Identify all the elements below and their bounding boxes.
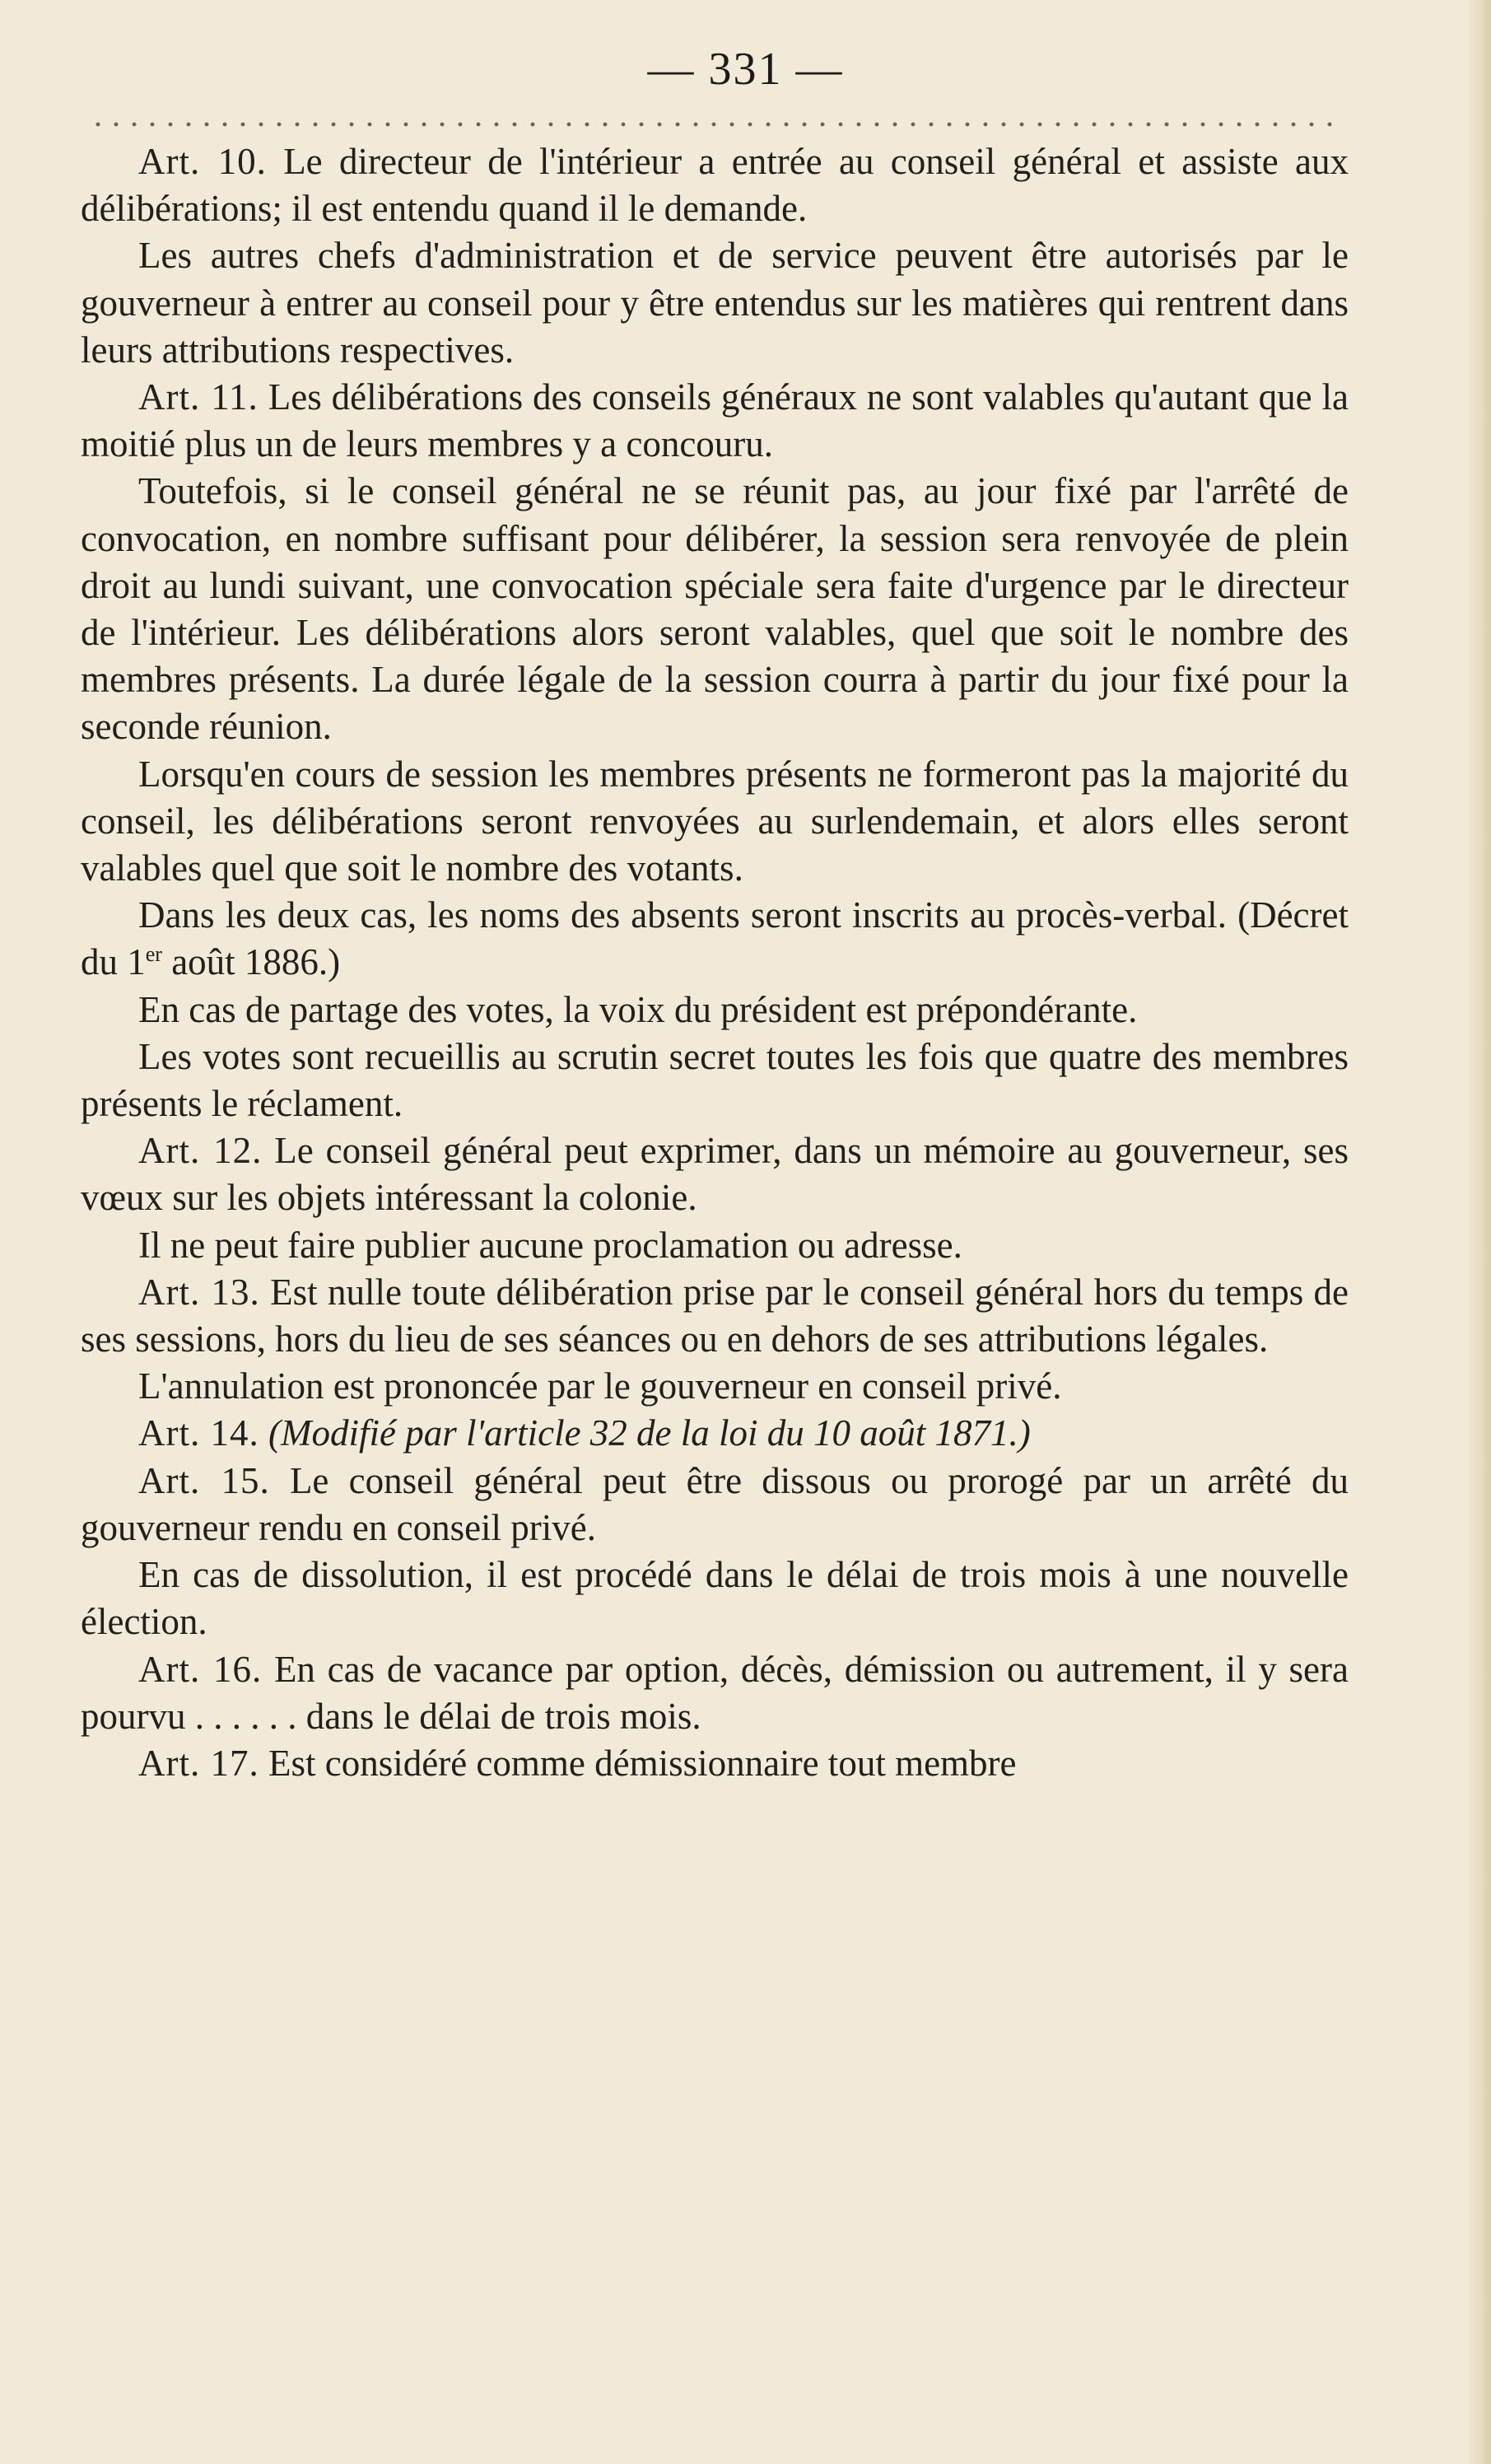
paragraph-art-13 bbox=[81, 1269, 1349, 1363]
paragraph-art-10 bbox=[81, 138, 1349, 232]
article-number: Art. 15. bbox=[138, 1459, 270, 1501]
paragraph-text: L'annulation est prononcée par le gouverneur en conseil privé. bbox=[138, 1365, 1062, 1407]
paragraph-italic-text: (Modifié par l'article 32 de la loi du 10 août 1871.) bbox=[259, 1412, 1031, 1454]
paragraph-text: août 1886.) bbox=[161, 941, 341, 983]
body-text bbox=[81, 138, 1349, 1787]
article-number: Art. 13. bbox=[138, 1271, 260, 1313]
page-number: — 331 — bbox=[647, 44, 844, 95]
paragraph-text: Le conseil général peut exprimer, dans un mémoire au gouverneur, ses vœux sur les objets intéressant la colonie. bbox=[81, 1130, 1349, 1219]
article-number: Art. 12. bbox=[138, 1130, 263, 1172]
paragraph-text: Les autres chefs d'administration et de service peuvent être autorisés par le gouverneur à entrer au conseil pour y être entendus sur les matières qui rentrent dans leurs attributions respectives. bbox=[81, 235, 1349, 371]
paragraph-text: En cas de partage des votes, la voix du président est prépondérante. bbox=[138, 988, 1138, 1030]
article-number: Art. 10. bbox=[138, 141, 267, 182]
article-number: Art. 17. bbox=[138, 1742, 259, 1784]
paragraph-text: Est nulle toute délibération prise par le conseil général hors du temps de ses sessions, hors du lieu de ses séances ou en dehors de ses attributions légales. bbox=[81, 1271, 1349, 1360]
paragraph bbox=[81, 1034, 1349, 1127]
article-number: Art. 16. bbox=[138, 1648, 263, 1690]
paragraph bbox=[81, 232, 1349, 374]
paragraph-art-17 bbox=[81, 1740, 1349, 1787]
paragraph bbox=[81, 1552, 1349, 1645]
paragraph-text: En cas de dissolution, il est procédé dans le délai de trois mois à une nouvelle élection. bbox=[81, 1554, 1349, 1643]
paragraph bbox=[81, 987, 1349, 1034]
article-number: Art. 11. bbox=[138, 376, 259, 418]
paragraph-art-15 bbox=[81, 1458, 1349, 1552]
dotted-separator bbox=[89, 122, 1340, 127]
paragraph bbox=[81, 892, 1349, 986]
paragraph-text: Les votes sont recueillis au scrutin secret toutes les fois que quatre des membres présents le réclament. bbox=[81, 1035, 1349, 1125]
paragraph bbox=[81, 1222, 1349, 1269]
paragraph-art-14 bbox=[81, 1410, 1349, 1457]
page-edge-shadow bbox=[1468, 0, 1491, 2464]
paragraph bbox=[81, 468, 1349, 750]
paragraph-art-11 bbox=[81, 374, 1349, 468]
paragraph-text: Dans les deux cas, les noms des absents seront inscrits au procès-verbal. (Décret du 1 bbox=[81, 894, 1349, 983]
paragraph-text: Le conseil général peut être dissous ou prorogé par un arrêté du gouverneur rendu en conseil privé. bbox=[81, 1459, 1349, 1548]
paragraph bbox=[81, 751, 1349, 893]
paragraph-art-16 bbox=[81, 1646, 1349, 1740]
superscript: er bbox=[145, 942, 162, 967]
paragraph-text: En cas de vacance par option, décès, démission ou autrement, il y sera pourvu . . . . . . dans le délai de trois mois. bbox=[81, 1648, 1349, 1737]
paragraph-text: Il ne peut faire publier aucune proclamation ou adresse. bbox=[138, 1224, 962, 1266]
paragraph bbox=[81, 1363, 1349, 1410]
paragraph-text: Lorsqu'en cours de session les membres présents ne formeront pas la majorité du conseil, les délibérations seront renvoyées au surlendemain, et alors elles seront valables quel que soit le nombre des votants. bbox=[81, 753, 1349, 889]
paragraph-text: Le directeur de l'intérieur a entrée au conseil général et assiste aux délibérations; il est entendu quand il le demande. bbox=[81, 141, 1349, 230]
article-number: Art. 14. bbox=[138, 1412, 259, 1454]
paragraph-text: Les délibérations des conseils généraux ne sont valables qu'autant que la moitié plus un de leurs membres y a concouru. bbox=[81, 376, 1349, 465]
paragraph-text: Toutefois, si le conseil général ne se réunit pas, au jour fixé par l'arrêté de convocation, en nombre suffisant pour délibérer, la session sera renvoyée de plein droit au lundi suivant, une convocation spéciale sera faite d'urgence par le directeur de l'intérieur. Les délibérations alors seront valables, quel que soit le nombre des membres présents. La durée légale de la session courra à partir du jour fixé pour la seconde réunion. bbox=[81, 470, 1349, 748]
paragraph-text: Est considéré comme démissionnaire tout membre bbox=[259, 1742, 1017, 1784]
paragraph-art-12 bbox=[81, 1127, 1349, 1221]
